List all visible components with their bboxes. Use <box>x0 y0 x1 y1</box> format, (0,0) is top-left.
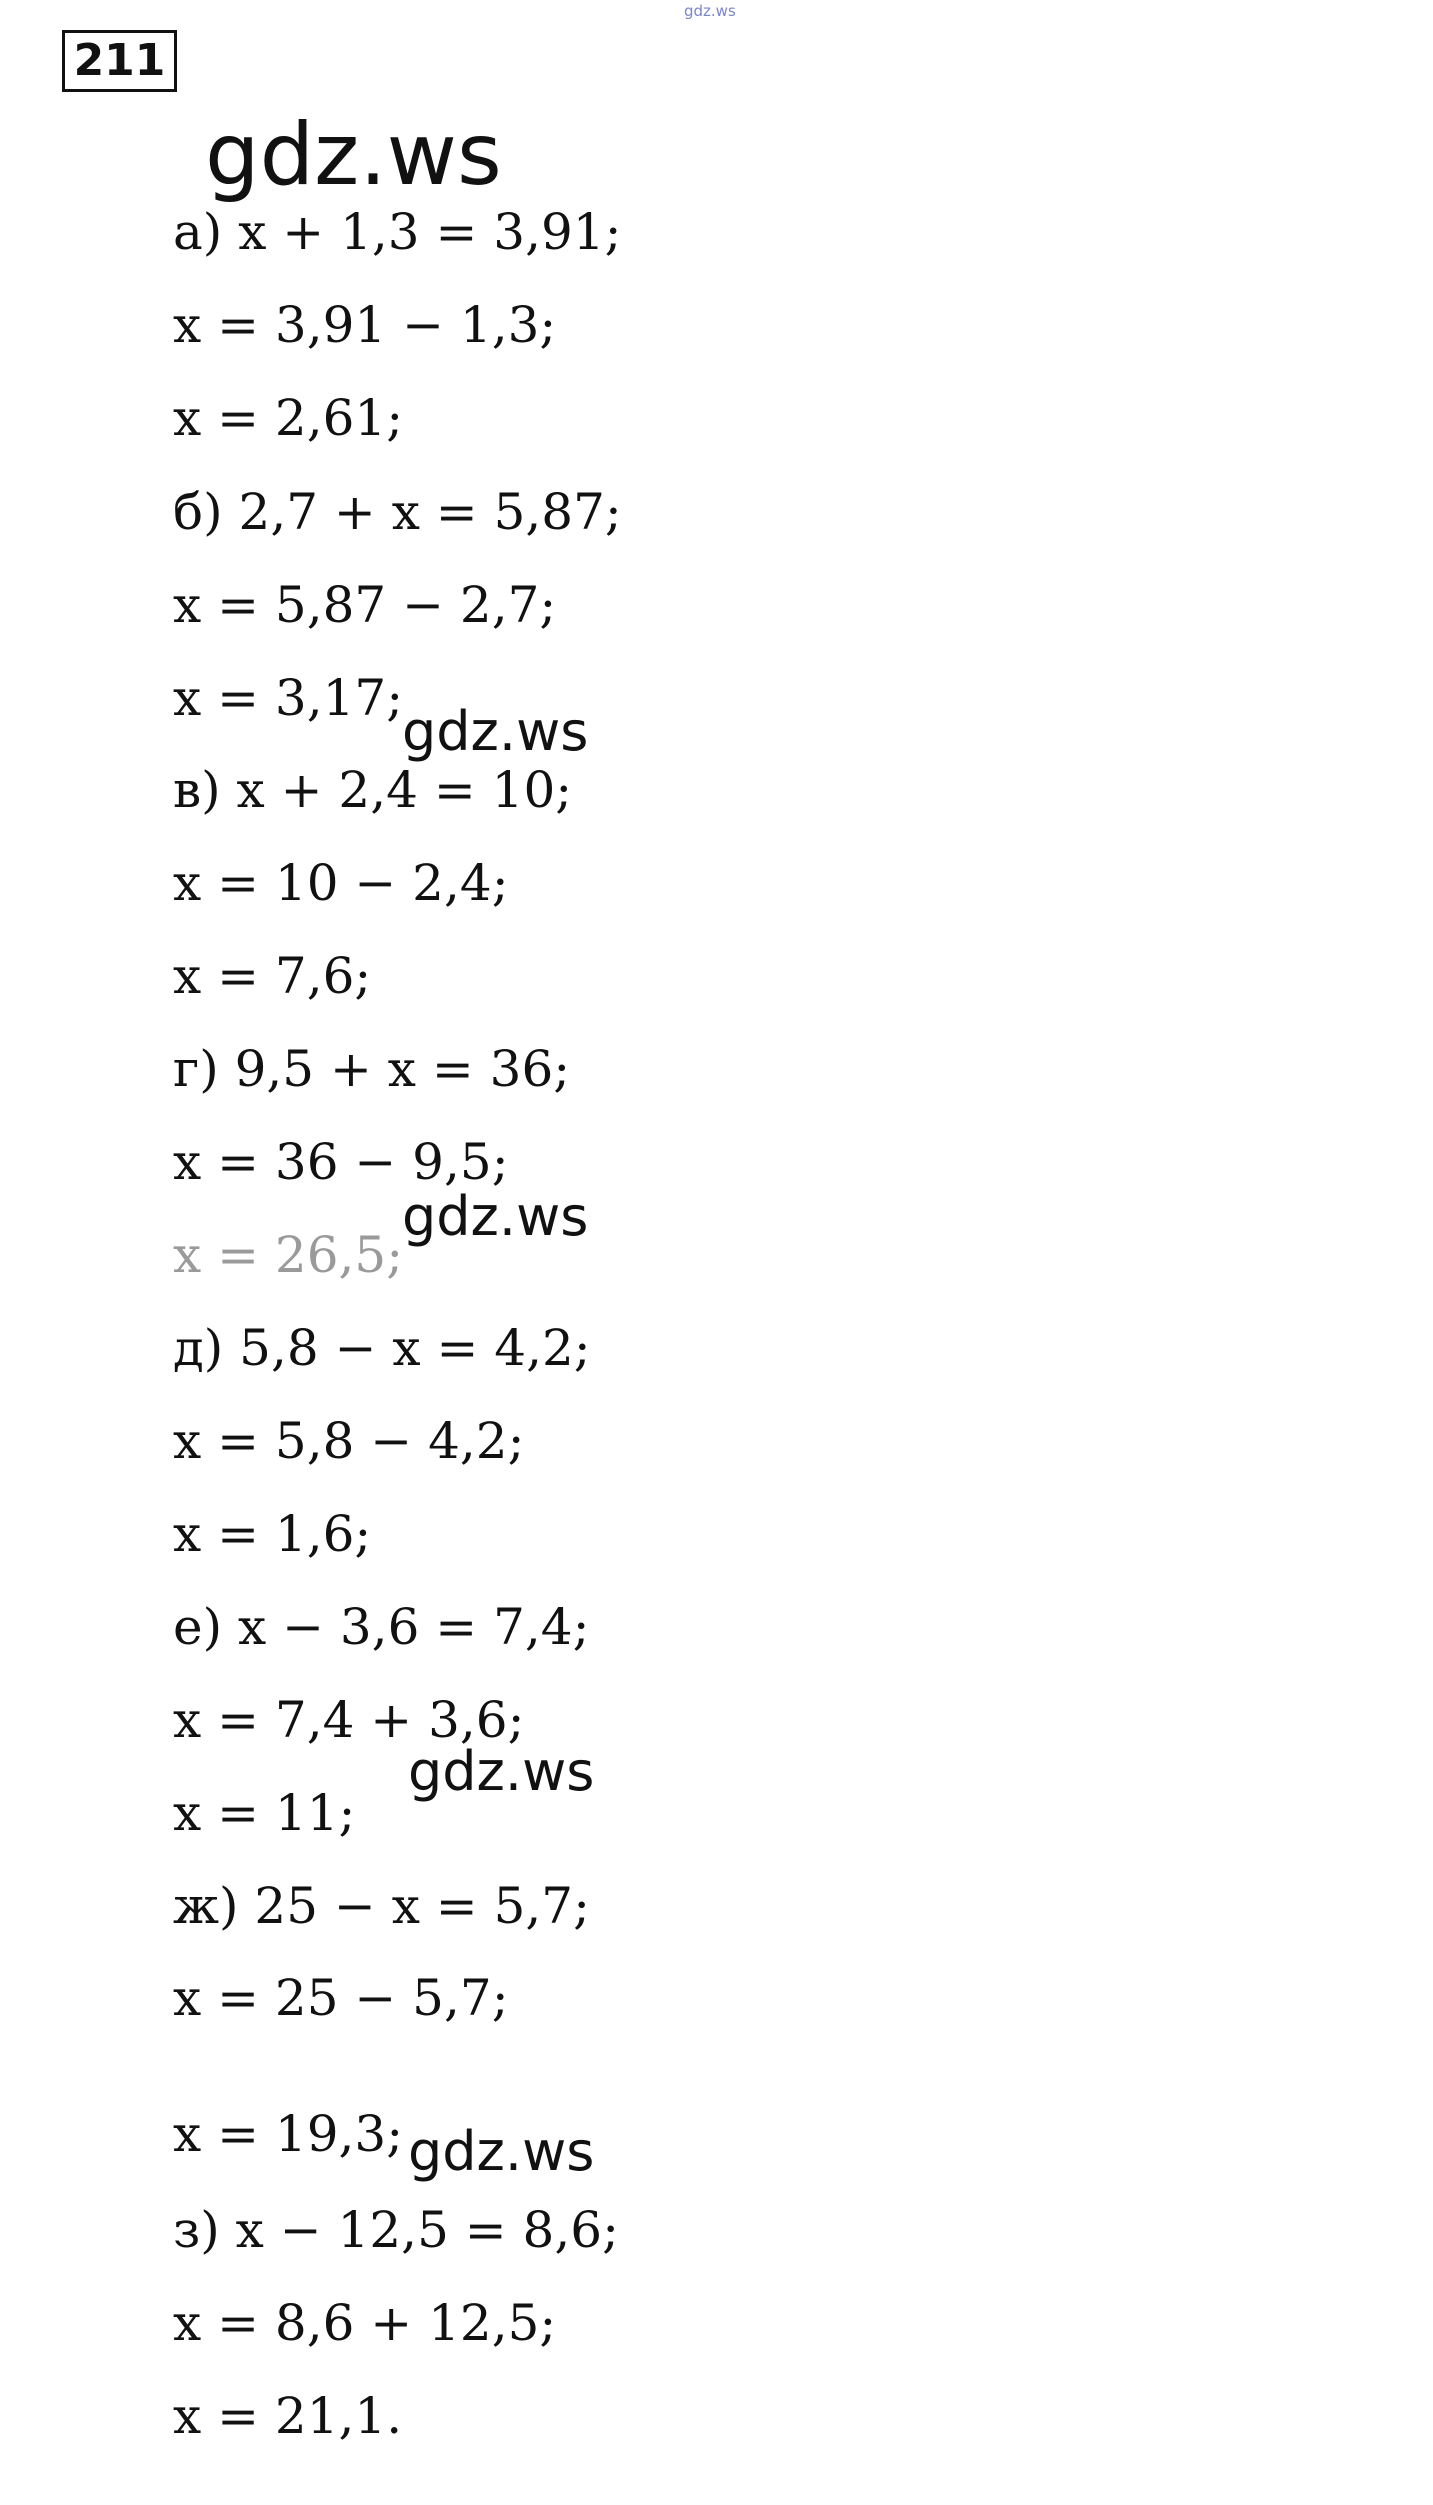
site-logo-watermark: gdz.ws <box>205 105 502 205</box>
solution-line-a-equation: а) x + 1,3 = 3,91; <box>173 203 622 261</box>
solution-line: x = 25 − 5,7; <box>173 1969 509 2027</box>
task-number-box: 211 <box>62 30 177 92</box>
solution-line: x = 7,4 + 3,6; <box>173 1691 525 1749</box>
solution-line-v-equation: в) x + 2,4 = 10; <box>173 761 573 819</box>
solution-line: x = 7,6; <box>173 947 372 1005</box>
solution-line: x = 5,8 − 4,2; <box>173 1412 525 1470</box>
site-watermark: gdz.ws <box>408 2120 595 2183</box>
top-watermark: gdz.ws <box>684 2 736 20</box>
solution-line: x = 10 − 2,4; <box>173 854 509 912</box>
solution-line: x = 2,61; <box>173 389 404 447</box>
solution-line: x = 26,5; <box>173 1226 404 1284</box>
solution-line: x = 19,3; <box>173 2105 404 2163</box>
site-watermark: gdz.ws <box>408 1740 595 1803</box>
solution-line: x = 21,1. <box>173 2387 403 2445</box>
solution-line: x = 1,6; <box>173 1505 372 1563</box>
solution-line-d-equation: д) 5,8 − x = 4,2; <box>173 1319 591 1377</box>
solution-line: x = 11; <box>173 1784 356 1842</box>
solution-line-zh-equation: ж) 25 − x = 5,7; <box>173 1877 590 1935</box>
site-watermark: gdz.ws <box>402 1185 589 1248</box>
site-watermark: gdz.ws <box>402 700 589 763</box>
solution-line: x = 5,87 − 2,7; <box>173 576 557 634</box>
solution-line: x = 3,91 − 1,3; <box>173 296 557 354</box>
solution-line: x = 8,6 + 12,5; <box>173 2294 557 2352</box>
solution-line: x = 3,17; <box>173 669 404 727</box>
solution-line-g-equation: г) 9,5 + x = 36; <box>173 1040 571 1098</box>
solution-line-b-equation: б) 2,7 + x = 5,87; <box>173 483 622 541</box>
solution-line: x = 36 − 9,5; <box>173 1133 509 1191</box>
solution-line-e-equation: е) x − 3,6 = 7,4; <box>173 1598 590 1656</box>
solution-line-z-equation: з) x − 12,5 = 8,6; <box>173 2201 619 2259</box>
